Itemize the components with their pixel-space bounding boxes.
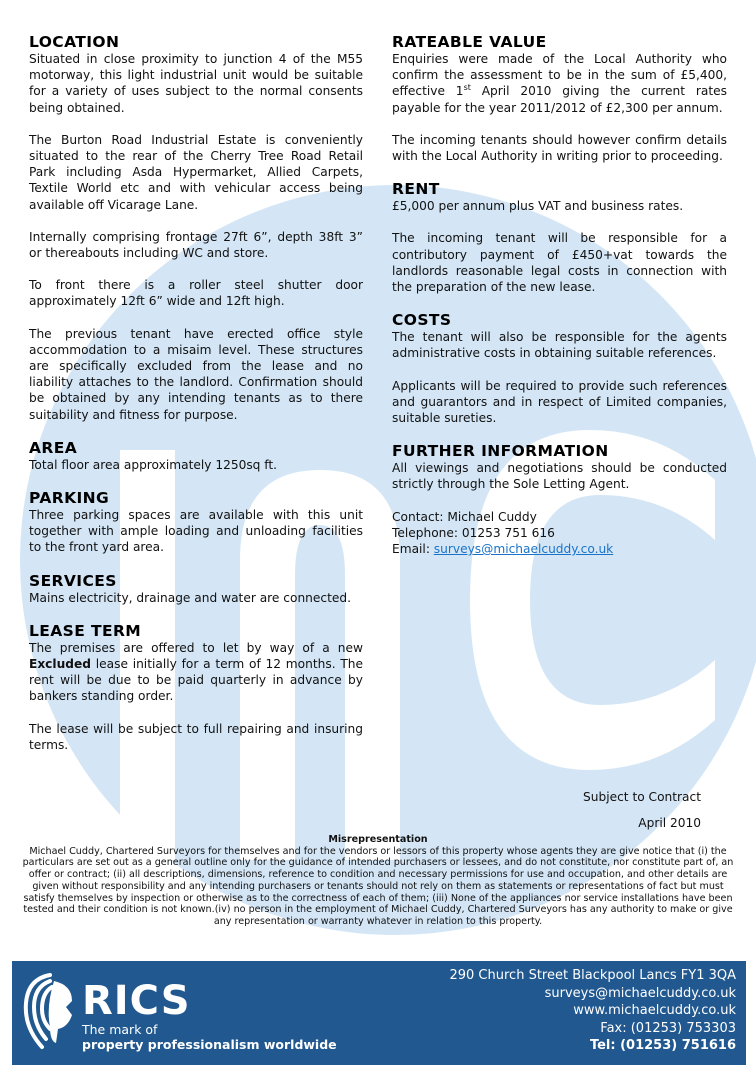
footer-tel: Tel: (01253) 751616 (589, 1038, 736, 1053)
lease-term-paragraph: The premises are offered to let by way of a new Excluded lease initially for a term of 12 months. The rent will be due to be paid quarterly in advance by bankers standing order. (29, 640, 363, 704)
contract-line: Subject to Contract (583, 790, 701, 804)
contract-date: April 2010 (638, 816, 701, 830)
subject-to-contract (583, 789, 701, 831)
section-heading: RENT (392, 180, 440, 199)
footer-bar (12, 961, 746, 1065)
rateable-paragraph: Enquiries were made of the Local Authority who confirm the assessment to be in the sum of £5,400, effective 1st April 2010 giving the current rates payable for the year 2011/2012 of £2,300 per annum. (392, 52, 727, 115)
section-further-information (392, 442, 727, 557)
rateable-confirm-paragraph: The incoming tenants should however confirm details with the Local Authority in writing prior to proceeding. (392, 132, 727, 164)
section-heading: LOCATION (29, 33, 120, 51)
right-column (392, 33, 727, 557)
misrepresentation-heading: Misrepresentation (328, 834, 428, 845)
section-rent (392, 180, 727, 295)
section-heading: LEASE TERM (29, 621, 142, 640)
section-location (29, 33, 363, 423)
viewing-paragraph: All viewings and negotiations should be conducted strictly through the Sole Letting Agent. (392, 461, 727, 492)
section-paragraph: Mains electricity, drainage and water are connected. (29, 590, 351, 605)
section-paragraph: Total floor area approximately 1250sq ft. (29, 457, 278, 472)
lease-repair-paragraph: The lease will be subject to full repairing and insuring terms. (29, 721, 363, 752)
misrepresentation-body: Michael Cuddy, Chartered Surveyors for themselves and for the vendors or lessors of this property whose agents they are give notice that (i) the particulars are set out as a general outline only for the guidance of intended purchasers or lessees, and do not constitute, nor constitute part of, an offer or contract; (ii) all descriptions, dimensions, reference to condition and necessary permissions for use and occupation, and other details are given without responsibility and any intending purchasers or tenants should not rely on them as statements or representations of fact but must satisfy themselves by inspection or otherwise as to the correctness of each of them; (iii) None of the appliances nor service installations have been tested and their condition is not known.(iv) no person in the employment of Michael Cuddy, Chartered Surveyors has any authority to make or give any representation or warranty whatever in relation to this property. (22, 845, 734, 927)
lion-icon (20, 967, 78, 1059)
footer-email[interactable]: surveys@michaelcuddy.co.uk (544, 985, 736, 1001)
section-rateable-value (392, 33, 727, 164)
section-area (29, 439, 363, 473)
contact-email: Email: surveys@michaelcuddy.co.uk (392, 542, 614, 557)
section-paragraph: The tenant will also be responsible for the agents administrative costs in obtaining suitable references. (392, 330, 727, 361)
footer-address: 290 Church Street Blackpool Lancs FY1 3QA (449, 968, 736, 983)
contact-telephone: Telephone: 01253 751 616 (392, 525, 555, 540)
section-paragraph: To front there is a roller steel shutter door approximately 12ft 6” wide and 12ft high. (29, 278, 363, 309)
section-paragraph: £5,000 per annum plus VAT and business rates. (392, 199, 684, 214)
section-paragraph: The incoming tenant will be responsible for a contributory payment of £450+vat towards the landlords reasonable legal costs in connection with the preparation of the new lease. (392, 231, 727, 295)
section-costs (392, 311, 727, 426)
rics-tagline: The mark of (82, 1022, 158, 1037)
misrepresentation-notice (18, 834, 738, 928)
section-paragraph: Internally comprising frontage 27ft 6”, depth 38ft 3” or thereabouts including WC and store. (29, 229, 363, 261)
left-column (29, 33, 363, 769)
section-heading: FURTHER INFORMATION (392, 442, 609, 461)
section-heading: RATEABLE VALUE (392, 33, 547, 51)
footer-website[interactable]: www.michaelcuddy.co.uk (573, 1003, 736, 1018)
section-paragraph: The Burton Road Industrial Estate is conveniently situated to the rear of the Cherry Tree Road Retail Park including Asda Hypermarket, Allied Carpets, Textile World etc and with vehicular access being available off Vicarage Lane. (29, 132, 363, 212)
section-heading: AREA (29, 438, 78, 457)
email-link[interactable]: surveys@michaelcuddy.co.uk (433, 542, 614, 557)
section-paragraph: Three parking spaces are available with this unit together with ample loading and unloading facilities to the front yard area. (29, 508, 363, 555)
footer-contact (449, 967, 736, 1055)
section-paragraph: The previous tenant have erected office style accommodation to a misaim level. These structures are specifically excluded from the lease and no liability attaches to the landlord. Confirmation should be obtained by any intending tenants as to there suitability and fitness for purpose. (29, 326, 363, 422)
section-heading: SERVICES (29, 571, 117, 590)
section-heading: COSTS (392, 311, 452, 330)
section-lease-term (29, 622, 363, 753)
section-parking (29, 489, 363, 556)
section-paragraph: Applicants will be required to provide such references and guarantors and in respect of Limited companies, suitable sureties. (392, 378, 727, 426)
contact-name: Contact: Michael Cuddy (392, 509, 537, 524)
section-heading: PARKING (29, 489, 110, 508)
section-services (29, 572, 363, 606)
rics-tagline-bold: property professionalism worldwide (82, 1037, 337, 1052)
section-paragraph: Situated in close proximity to junction 4 of the M55 motorway, this light industrial unit would be suitable for a variety of uses subject to the normal consents being obtained. (29, 52, 363, 115)
rics-logo-text: RICS (82, 978, 191, 1024)
footer-fax: Fax: (01253) 753303 (600, 1020, 736, 1036)
